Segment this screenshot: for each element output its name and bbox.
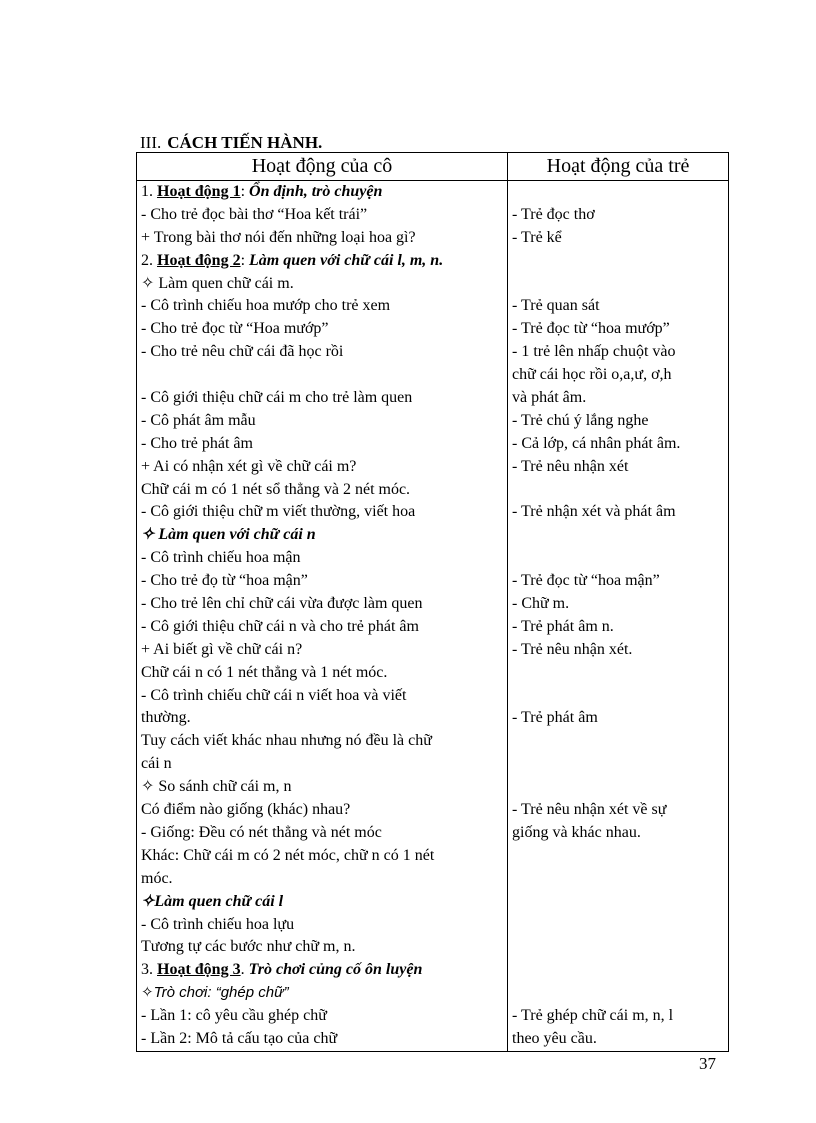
children-line: theo yêu cầu. [512, 1029, 597, 1047]
children-line [512, 959, 724, 982]
teacher-line-text: - Cô giới thiệu chữ cái n và cho trẻ phát âm [141, 617, 419, 635]
children-line: - Trẻ nêu nhận xét về sự [512, 801, 667, 819]
children-line: - Trẻ nêu nhận xét. [512, 640, 633, 658]
teacher-line-text: 1. [141, 183, 157, 200]
children-line: - Trẻ đọc từ “hoa mướp” [512, 320, 670, 338]
children-line [512, 936, 724, 959]
children-line: - Trẻ ghép chữ cái m, n, l [512, 1007, 674, 1025]
teacher-line [141, 822, 503, 845]
children-line [512, 250, 724, 273]
children-line [512, 753, 724, 776]
teacher-line [141, 1005, 503, 1028]
teacher-line [141, 501, 503, 524]
teacher-line [141, 547, 503, 570]
children-line [512, 730, 724, 753]
teacher-line-bold-u: Hoạt động 2 [157, 251, 241, 269]
section-number: III. [140, 133, 162, 152]
teacher-line-text: - Lần 2: Mô tả cấu tạo của chữ [141, 1029, 338, 1047]
children-line [512, 524, 724, 547]
teacher-line-text: - Cô phát âm mẫu [141, 411, 256, 429]
children-line: - Chữ m. [512, 595, 570, 613]
teacher-line [141, 936, 503, 959]
teacher-line [141, 707, 503, 730]
teacher-line-text: - Cô trình chiếu hoa lựu [141, 915, 295, 933]
teacher-line [141, 341, 503, 364]
teacher-line-bi: ✧Làm quen chữ cái l [141, 892, 284, 910]
teacher-line [141, 730, 503, 753]
children-line [512, 868, 724, 891]
children-line: - Trẻ quan sát [512, 297, 600, 315]
teacher-line [141, 593, 503, 616]
teacher-line [141, 616, 503, 639]
section-title [140, 132, 322, 154]
teacher-line-after: : [240, 251, 250, 269]
teacher-line [141, 959, 503, 982]
teacher-line-text: - Cho trẻ đọ từ “hoa mận” [141, 572, 308, 590]
teacher-line-bi: Trò chơi củng cố ôn luyện [248, 961, 423, 979]
teacher-line-bi: ✧ Làm quen với chữ cái n [141, 526, 316, 544]
teacher-line-text: Tương tự các bước như chữ m, n. [141, 938, 356, 956]
children-line [512, 685, 724, 708]
teacher-line [141, 570, 503, 593]
teacher-line-bold-u: Hoạt động 1 [157, 183, 241, 200]
teacher-line [141, 387, 503, 410]
children-line [512, 181, 724, 204]
teacher-line [141, 753, 503, 776]
teacher-line [141, 891, 503, 914]
teacher-line-text: ✧ So sánh chữ cái m, n [141, 778, 292, 796]
teacher-line-text: - Cô trình chiếu chữ cái n viết hoa và viết [141, 686, 407, 704]
children-line: - Trẻ phát âm n. [512, 617, 614, 635]
children-line: - Trẻ phát âm [512, 709, 598, 727]
teacher-line-text: - Cho trẻ đọc bài thơ “Hoa kết trái” [141, 205, 368, 223]
children-line: giống và khác nhau. [512, 823, 641, 841]
children-line [512, 845, 724, 868]
children-line: - Trẻ chú ý lắng nghe [512, 411, 649, 429]
children-line: - Trẻ đọc từ “hoa mận” [512, 572, 660, 590]
teacher-line [141, 227, 503, 250]
teacher-line-after: . [240, 961, 249, 979]
page-number: 37 [699, 1054, 716, 1073]
teacher-line [141, 204, 503, 227]
children-line [512, 479, 724, 502]
teacher-line-text: 3. [141, 961, 157, 979]
children-line [512, 914, 724, 937]
teacher-line-text: Chữ cái n có 1 nét thẳng và 1 nét móc. [141, 663, 388, 681]
children-line: - Cả lớp, cá nhân phát âm. [512, 434, 681, 452]
teacher-line-text: + Ai có nhận xét gì về chữ cái m? [141, 457, 357, 475]
teacher-line-text: Tuy cách viết khác nhau nhưng nó đều là chữ [141, 732, 432, 750]
teacher-line-text: thường. [141, 709, 191, 727]
children-line: và phát âm. [512, 389, 587, 407]
teacher-line [141, 685, 503, 708]
teacher-line [141, 250, 503, 273]
children-line: - Trẻ nhận xét và phát âm [512, 503, 676, 521]
children-line [512, 891, 724, 914]
teacher-line-text: ✧ Làm quen chữ cái m. [141, 274, 294, 292]
children-line [512, 273, 724, 296]
teacher-line-text: - Cho trẻ phát âm [141, 434, 253, 452]
children-line: - Trẻ đọc thơ [512, 205, 595, 223]
teacher-line-text: cái n [141, 755, 172, 773]
teacher-line-text: Khác: Chữ cái m có 2 nét móc, chữ n có 1 nét [141, 846, 435, 864]
teacher-line [141, 662, 503, 685]
teacher-line [141, 479, 503, 502]
teacher-line [141, 982, 503, 1005]
section-heading: CÁCH TIẾN HÀNH. [167, 133, 323, 152]
teacher-line [141, 524, 503, 547]
children-line [512, 776, 724, 799]
teacher-line-bi: Làm quen với chữ cái l, m, n. [249, 251, 444, 269]
teacher-line [141, 845, 503, 868]
teacher-line [141, 1028, 503, 1051]
teacher-line [141, 799, 503, 822]
teacher-line-text: - Cho trẻ lên chỉ chữ cái vừa được làm quen [141, 595, 423, 613]
children-column [508, 181, 729, 1052]
teacher-line-text: - Cô giới thiệu chữ cái m cho trẻ làm quen [141, 389, 413, 407]
teacher-line-text: + Ai biết gì về chữ cái n? [141, 640, 303, 658]
teacher-line-text: - Cô trình chiếu hoa mận [141, 549, 301, 567]
teacher-line-after: : [240, 183, 250, 200]
teacher-line [141, 433, 503, 456]
teacher-line-text: - Cho trẻ nêu chữ cái đã học rồi [141, 343, 344, 361]
children-line: - Trẻ kể [512, 228, 562, 246]
teacher-line-text: - Lần 1: cô yêu cầu ghép chữ [141, 1007, 327, 1025]
teacher-line [141, 410, 503, 433]
teacher-line-text: - Cô trình chiếu hoa mướp cho trẻ xem [141, 297, 391, 315]
teacher-line [141, 273, 503, 296]
children-line [512, 662, 724, 685]
teacher-line-text: - Cô giới thiệu chữ m viết thường, viết hoa [141, 503, 416, 521]
header-children: Hoạt động của trẻ [508, 153, 729, 181]
teacher-column [137, 181, 508, 1052]
teacher-line-sans-i: ✧Trò chơi: “ghép chữ” [141, 984, 289, 1002]
teacher-line-text: móc. [141, 869, 173, 887]
activity-table [136, 152, 729, 1052]
teacher-line [141, 364, 503, 387]
teacher-line [141, 295, 503, 318]
teacher-line [141, 868, 503, 891]
teacher-line-bi: Ổn định, trò chuyện [249, 183, 383, 200]
teacher-line-text: - Giống: Đều có nét thẳng và nét móc [141, 823, 382, 841]
teacher-line [141, 639, 503, 662]
teacher-line-text: - Cho trẻ đọc từ “Hoa mướp” [141, 320, 329, 338]
teacher-line [141, 776, 503, 799]
teacher-line-text: + Trong bài thơ nói đến những loại hoa gì? [141, 228, 416, 246]
teacher-line-text: Chữ cái m có 1 nét sổ thẳng và 2 nét móc. [141, 480, 411, 498]
teacher-line-bold-u: Hoạt động 3 [157, 961, 241, 979]
teacher-line [141, 456, 503, 479]
children-line: - Trẻ nêu nhận xét [512, 457, 629, 475]
header-teacher: Hoạt động của cô [137, 153, 508, 181]
children-line: chữ cái học rồi o,a,ư, ơ,h [512, 366, 672, 384]
teacher-line [141, 181, 503, 204]
children-line [512, 547, 724, 570]
teacher-line-text: Có điểm nào giống (khác) nhau? [141, 801, 351, 819]
teacher-line [141, 914, 503, 937]
teacher-line-text: 2. [141, 251, 157, 269]
children-line: - 1 trẻ lên nhấp chuột vào [512, 343, 676, 361]
teacher-line [141, 318, 503, 341]
children-line [512, 982, 724, 1005]
